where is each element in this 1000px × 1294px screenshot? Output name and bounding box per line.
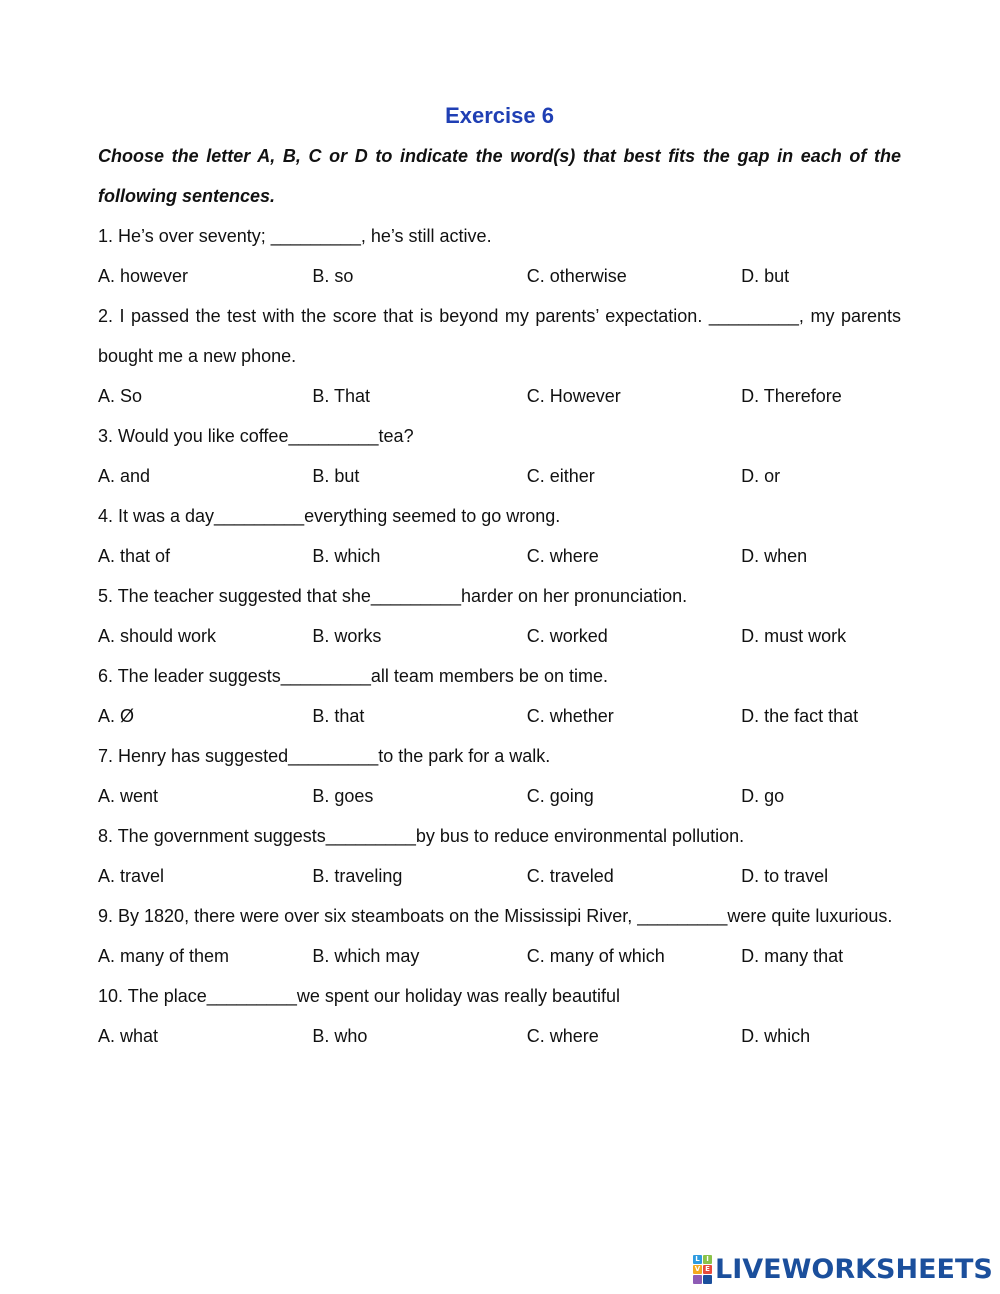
answer-option: D. when — [741, 546, 808, 566]
answer-option: B. but — [312, 466, 360, 486]
answer-option: D. Therefore — [741, 386, 842, 406]
answer-option: A. what — [98, 1026, 159, 1046]
logo-mark-icon — [693, 1255, 712, 1284]
answer-option: A. went — [98, 786, 159, 806]
answer-option: D. must work — [741, 626, 847, 646]
exercise-title: Exercise 6 — [445, 103, 554, 128]
answer-option: C. where — [526, 546, 599, 566]
answer-option: B. that — [312, 706, 365, 726]
answer-option: A. many of them — [98, 946, 230, 966]
answer-option: B. goes — [312, 786, 374, 806]
answer-option: D. to travel — [741, 866, 829, 886]
answer-option: C. However — [526, 386, 621, 406]
answer-option: B. works — [312, 626, 382, 646]
answer-options — [98, 696, 901, 736]
answer-option: B. so — [312, 266, 354, 286]
answer-option: A. Ø — [98, 706, 135, 726]
worksheet-page — [98, 96, 901, 1056]
answer-option: D. or — [741, 466, 781, 486]
logo-square: E — [703, 1265, 712, 1274]
logo-text: LIVEWORKSHEETS — [715, 1253, 993, 1285]
answer-option: B. which — [312, 546, 381, 566]
question-text: 1. He’s over seventy; _________, he’s still active. — [98, 226, 492, 246]
answer-option: A. should work — [98, 626, 217, 646]
logo-square: V — [694, 1264, 701, 1273]
answer-option: C. either — [526, 466, 595, 486]
question-text: 3. Would you like coffee_________tea? — [98, 426, 414, 446]
question-text: 4. It was a day_________everything seemed to go wrong. — [98, 506, 561, 526]
answer-option: C. many of which — [526, 946, 665, 966]
answer-options — [98, 536, 901, 576]
answer-option: D. the fact that — [741, 706, 859, 726]
answer-options — [98, 616, 901, 656]
liveworksheets-logo — [693, 1252, 993, 1286]
answer-option: D. but — [741, 266, 790, 286]
answer-option: B. who — [312, 1026, 368, 1046]
answer-options — [98, 856, 901, 896]
answer-option: C. where — [526, 1026, 599, 1046]
answer-option: C. traveled — [526, 866, 614, 886]
answer-option: C. whether — [526, 706, 614, 726]
instructions: Choose the letter A, B, C or D to indicate the word(s) that best fits the gap in each of the following sentences. — [98, 146, 901, 206]
answer-option: B. traveling — [312, 866, 403, 886]
answer-option: D. many that — [741, 946, 844, 966]
question-text: 7. Henry has suggested_________to the park for a walk. — [98, 746, 551, 766]
logo-square — [703, 1275, 712, 1284]
answer-option: A. travel — [98, 866, 165, 886]
question-text: 6. The leader suggests_________all team members be on time. — [98, 666, 608, 686]
answer-options — [98, 456, 901, 496]
answer-option: C. worked — [526, 626, 608, 646]
logo-square: I — [703, 1255, 712, 1264]
answer-option: D. which — [741, 1026, 811, 1046]
answer-option: B. which may — [312, 946, 420, 966]
answer-option: A. So — [98, 386, 143, 406]
logo-square: L — [693, 1255, 702, 1264]
answer-option: A. that of — [98, 546, 171, 566]
question-list — [98, 216, 901, 1056]
question-text: 8. The government suggests_________by bus to reduce environmental pollution. — [98, 826, 745, 846]
question-text: 10. The place_________we spent our holiday was really beautiful — [98, 986, 621, 1006]
answer-option: A. however — [98, 266, 189, 286]
answer-option: B. That — [312, 386, 371, 406]
answer-options — [98, 1016, 901, 1056]
answer-options — [98, 256, 901, 296]
question-text: 5. The teacher suggested that she_________harder on her pronunciation. — [98, 586, 688, 606]
question-text: 9. By 1820, there were over six steamboats on the Mississipi River, _________were quite luxurious. — [98, 906, 893, 926]
answer-options — [98, 376, 901, 416]
answer-options — [98, 776, 901, 816]
question-text: 2. I passed the test with the score that is beyond my parents’ expectation. _________, my parents bought me a new phone. — [98, 306, 901, 366]
logo-square — [693, 1275, 702, 1284]
answer-option: C. going — [526, 786, 594, 806]
answer-option: C. otherwise — [526, 266, 627, 286]
answer-option: D. go — [741, 786, 785, 806]
answer-options — [98, 936, 901, 976]
answer-option: A. and — [98, 466, 151, 486]
